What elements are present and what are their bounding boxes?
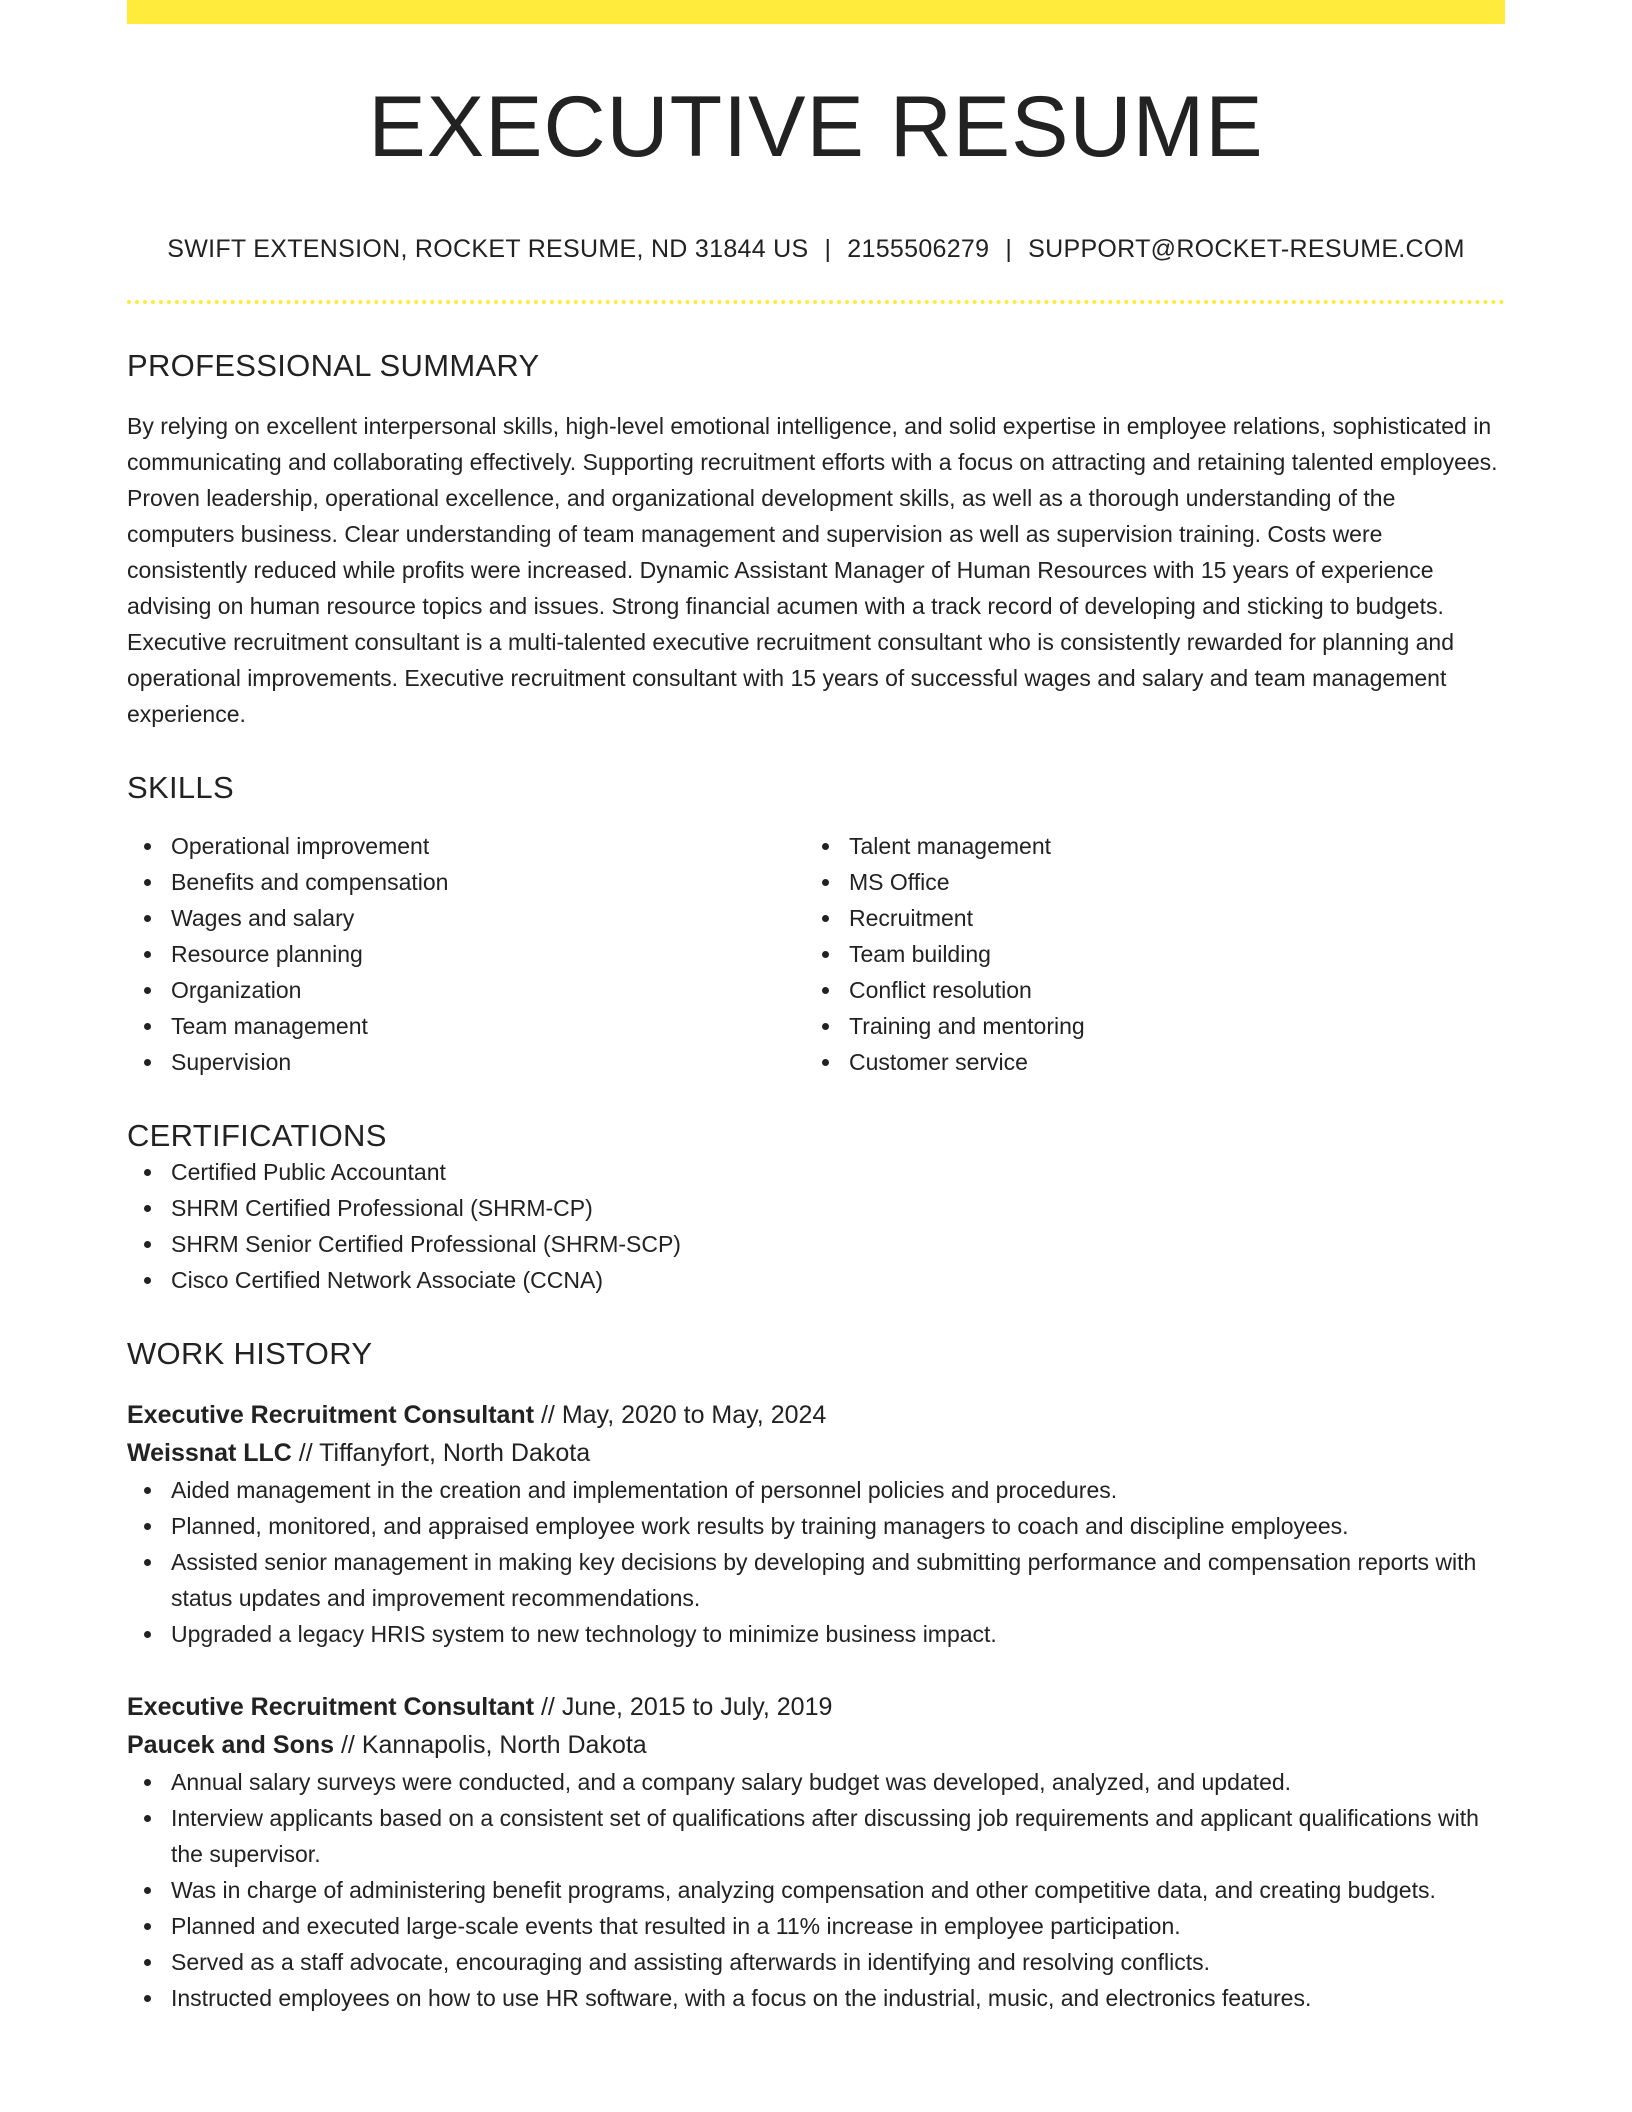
certification-item: Certified Public Accountant: [127, 1154, 1505, 1190]
job-entry: [127, 1688, 1505, 2016]
skill-item: Benefits and compensation: [127, 864, 805, 900]
resume-title: EXECUTIVE RESUME: [368, 79, 1264, 175]
job-location: // Tiffanyfort, North Dakota: [291, 1438, 591, 1467]
job-company-line: [127, 1434, 1505, 1472]
skill-item: Team building: [805, 936, 1483, 972]
skills-column-right: [805, 828, 1483, 1080]
contact-separator: |: [1005, 234, 1013, 263]
skill-item: Talent management: [805, 828, 1483, 864]
job-bullet: Instructed employees on how to use HR software, with a focus on the industrial, music, and electronics features.: [127, 1980, 1505, 2016]
certification-item: Cisco Certified Network Associate (CCNA): [127, 1262, 1505, 1298]
job-company-line: [127, 1726, 1505, 1764]
job-bullet: Aided management in the creation and implementation of personnel policies and procedures.: [127, 1472, 1505, 1508]
job-bullet: Planned, monitored, and appraised employee work results by training managers to coach and discipline employees.: [127, 1508, 1505, 1544]
summary-heading: PROFESSIONAL SUMMARY: [127, 347, 540, 383]
certifications-heading: CERTIFICATIONS: [127, 1117, 387, 1153]
skill-item: Team management: [127, 1008, 805, 1044]
job-location: // Kannapolis, North Dakota: [334, 1730, 647, 1759]
job-bullets: [127, 1764, 1505, 2016]
skill-item: Supervision: [127, 1044, 805, 1080]
contact-phone: 2155506279: [847, 234, 990, 263]
contact-line: [127, 235, 1505, 264]
job-bullets: [127, 1472, 1505, 1652]
certification-item: SHRM Certified Professional (SHRM-CP): [127, 1190, 1505, 1226]
job-dates: // June, 2015 to July, 2019: [534, 1692, 833, 1721]
job-company: Paucek and Sons: [127, 1730, 335, 1759]
skill-item: MS Office: [805, 864, 1483, 900]
skill-item: Wages and salary: [127, 900, 805, 936]
skill-item: Operational improvement: [127, 828, 805, 864]
skill-item: Customer service: [805, 1044, 1483, 1080]
skills-list-right: [805, 828, 1483, 1080]
skills-heading: SKILLS: [127, 769, 234, 805]
skills-column-left: [127, 828, 805, 1080]
certifications-list: [127, 1154, 1505, 1298]
accent-top-bar: [127, 0, 1505, 24]
job-bullet: Interview applicants based on a consistent set of qualifications after discussing job requirements and applicant qualifications with the supervisor.: [127, 1800, 1505, 1872]
job-entry: [127, 1396, 1505, 1652]
work-history-heading: WORK HISTORY: [127, 1335, 373, 1371]
certification-item: SHRM Senior Certified Professional (SHRM-SCP): [127, 1226, 1505, 1262]
job-bullet: Upgraded a legacy HRIS system to new technology to minimize business impact.: [127, 1616, 1505, 1652]
job-dates: // May, 2020 to May, 2024: [534, 1400, 827, 1429]
header-divider: [127, 300, 1505, 304]
skill-item: Organization: [127, 972, 805, 1008]
job-bullet: Was in charge of administering benefit programs, analyzing compensation and other competitive data, and creating budgets.: [127, 1872, 1505, 1908]
skills-grid: [127, 828, 1505, 1080]
job-title-line: [127, 1396, 1505, 1434]
job-title: Executive Recruitment Consultant: [127, 1692, 535, 1721]
contact-separator: |: [824, 234, 832, 263]
skill-item: Training and mentoring: [805, 1008, 1483, 1044]
summary-text: By relying on excellent interpersonal skills, high-level emotional intelligence, and solid expertise in employee relations, sophisticated in communicating and collaborating effectively. Supporting recruitment efforts with a focus on attracting and retaining talented employees. Proven leadership, operational excellence, and organizational development skills, as well as a thorough understanding of the computers business. Clear understanding of team management and supervision as well as supervision training. Costs were consistently reduced while profits were increased. Dynamic Assistant Manager of Human Resources with 15 years of experience advising on human resource topics and issues. Strong financial acumen with a track record of developing and sticking to budgets. Executive recruitment consultant is a multi-talented executive recruitment consultant who is consistently rewarded for planning and operational improvements. Executive recruitment consultant with 15 years of successful wages and salary and team management experience.: [127, 412, 1498, 727]
skill-item: Recruitment: [805, 900, 1483, 936]
job-bullet: Assisted senior management in making key decisions by developing and submitting performance and compensation reports with status updates and improvement recommendations.: [127, 1544, 1505, 1616]
job-title: Executive Recruitment Consultant: [127, 1400, 535, 1429]
contact-email: SUPPORT@ROCKET-RESUME.COM: [1028, 234, 1465, 263]
job-title-line: [127, 1688, 1505, 1726]
job-bullet: Annual salary surveys were conducted, and a company salary budget was developed, analyzed, and updated.: [127, 1764, 1505, 1800]
job-bullet: Planned and executed large-scale events that resulted in a 11% increase in employee participation.: [127, 1908, 1505, 1944]
skill-item: Conflict resolution: [805, 972, 1483, 1008]
skills-list-left: [127, 828, 805, 1080]
resume-page: [127, 0, 1505, 2016]
job-company: Weissnat LLC: [127, 1438, 292, 1467]
contact-address: SWIFT EXTENSION, ROCKET RESUME, ND 31844 US: [167, 234, 809, 263]
job-bullet: Served as a staff advocate, encouraging and assisting afterwards in identifying and resolving conflicts.: [127, 1944, 1505, 1980]
skill-item: Resource planning: [127, 936, 805, 972]
